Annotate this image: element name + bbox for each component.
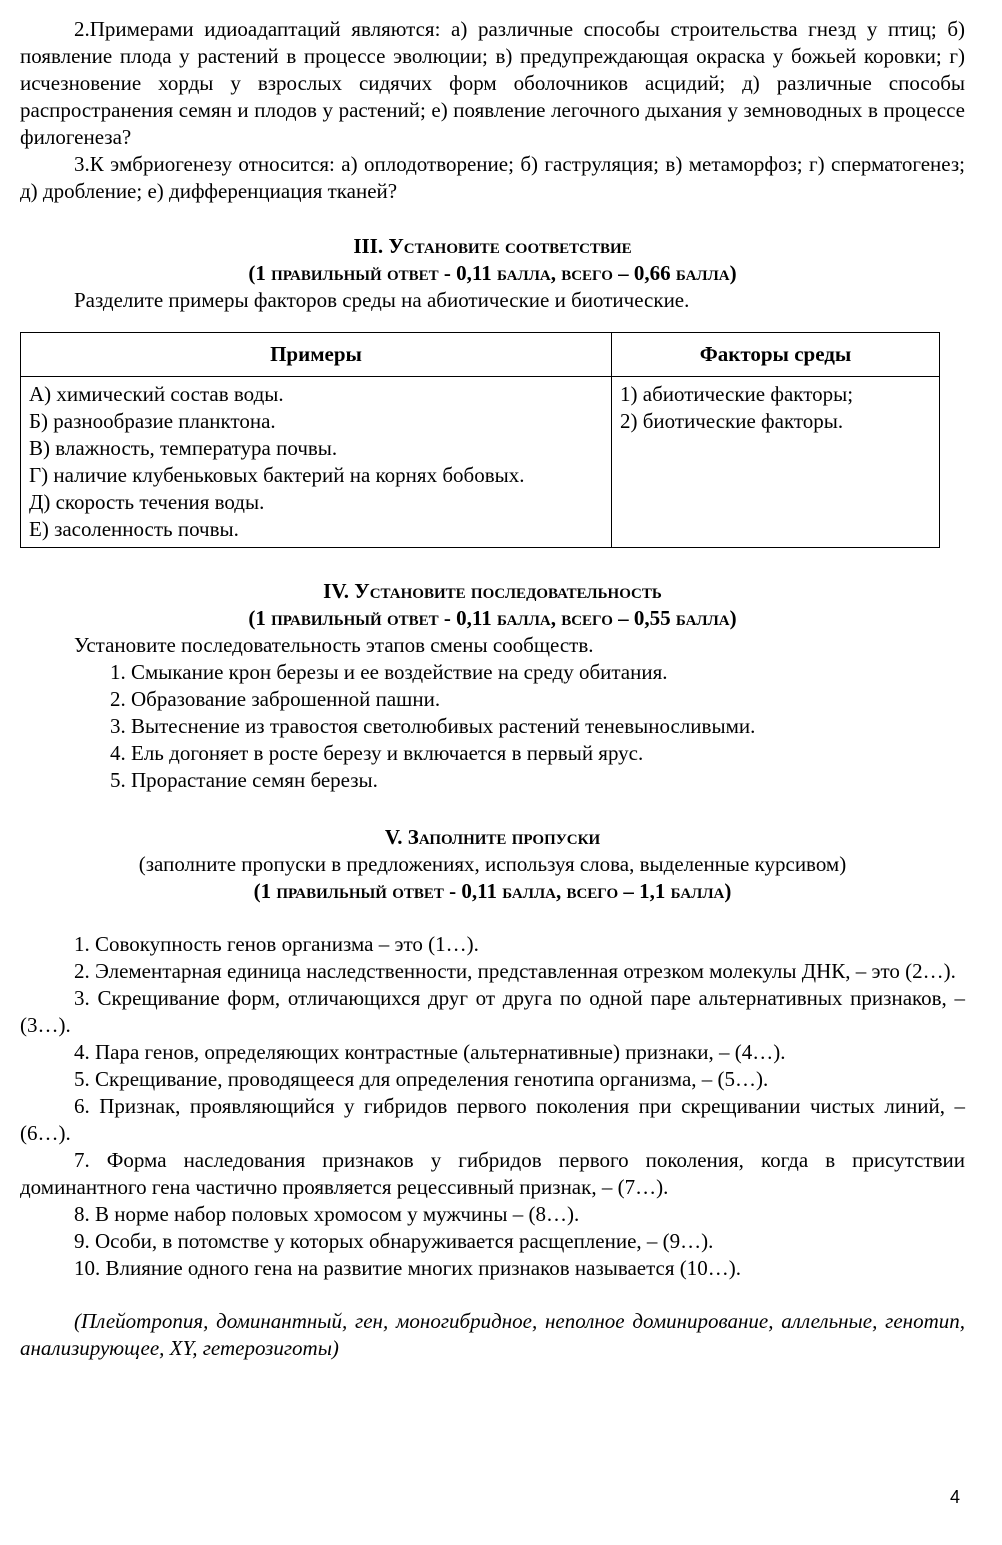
gap-item: 4. Пара генов, определяющих контрастные (альтернативные) признаки, – (4…). (74, 1040, 786, 1064)
document-page (20, 16, 965, 1362)
example-item: Г) наличие клубеньковых бактерий на корнях бобовых. (29, 463, 525, 487)
gap-item: 10. Влияние одного гена на развитие многих признаков называется (10…). (74, 1256, 742, 1280)
page-number: 4 (950, 1487, 961, 1507)
section-5-note: (заполните пропуски в предложениях, используя слова, выделенные курсивом) (138, 852, 847, 876)
sequence-item: 2. Образование заброшенной пашни. (110, 687, 441, 711)
question-3: 3.К эмбриогенезу относится: а) оплодотворение; б) гаструляция; в) метаморфоз; г) сперматогенез; д) дробление; е) дифференциация тканей? (20, 152, 965, 203)
factors-cell (612, 377, 940, 548)
table-header-examples: Примеры (21, 333, 612, 377)
table-header-factors: Факторы среды (612, 333, 940, 377)
gap-item: 5. Скрещивание, проводящееся для определения генотипа организма, – (5…). (74, 1067, 769, 1091)
section-3-subtitle: (1 правильный ответ - 0,11 балла, всего – 0,66 балла) (248, 261, 737, 285)
example-item: Б) разнообразие планктона. (29, 409, 276, 433)
example-item: В) влажность, температура почвы. (29, 436, 338, 460)
example-item: А) химический состав воды. (29, 382, 284, 406)
example-item: Д) скорость течения воды. (29, 490, 265, 514)
gap-item: 9. Особи, в потомстве у которых обнаруживается расщепление, – (9…). (74, 1229, 714, 1253)
section-5-subtitle: (1 правильный ответ - 0,11 балла, всего – 1,1 балла) (253, 879, 732, 903)
gap-item: 1. Совокупность генов организма – это (1…). (74, 932, 479, 956)
word-bank: (Плейотропия, доминантный, ген, моногибридное, неполное доминирование, аллельные, генотип, анализирующее, XY, гетерозиготы) (20, 1309, 965, 1360)
section-3-title: III. Установите соответствие (353, 234, 632, 258)
question-2: 2.Примерами идиоадаптаций являются: а) различные способы строительства гнезд у птиц; б) появление плода у растений в процессе эволюции; в) предупреждающая окраска у божьей коровки; г) исчезновение хорды у взрослых сидячих форм оболочников асцидий; д) различные способы распространения семян и плодов у растений; е) появление легочного дыхания у земноводных в процессе филогенеза? (20, 17, 965, 149)
sequence-item: 1. Смыкание крон березы и ее воздействие на среду обитания. (110, 660, 668, 684)
example-item: Е) засоленность почвы. (29, 517, 239, 541)
section-4-title: IV. Установите последовательность (323, 579, 662, 603)
factor-item: 1) абиотические факторы; (620, 382, 854, 406)
sequence-item: 4. Ель догоняет в росте березу и включается в первый ярус. (110, 741, 644, 765)
matching-table (20, 332, 940, 548)
gap-item: 6. Признак, проявляющийся у гибридов первого поколения при скрещивании чистых линий, – (6…). (20, 1094, 965, 1145)
examples-cell (21, 377, 612, 548)
section-5-title: V. Заполните пропуски (384, 825, 601, 849)
gap-item: 7. Форма наследования признаков у гибридов первого поколения, когда в присутствии доминантного гена частично проявляется рецессивный признак, – (7…). (20, 1148, 965, 1199)
gap-item: 2. Элементарная единица наследственности, представленная отрезком молекулы ДНК, – это (2…). (74, 959, 956, 983)
section-3-instruction: Разделите примеры факторов среды на абиотические и биотические. (74, 288, 690, 312)
sequence-item: 3. Вытеснение из травостоя светолюбивых растений теневыносливыми. (110, 714, 756, 738)
sequence-item: 5. Прорастание семян березы. (110, 768, 378, 792)
gap-item: 8. В норме набор половых хромосом у мужчины – (8…). (74, 1202, 580, 1226)
section-4-instruction: Установите последовательность этапов смены сообществ. (74, 633, 594, 657)
factor-item: 2) биотические факторы. (620, 409, 844, 433)
gap-item: 3. Скрещивание форм, отличающихся друг от друга по одной паре альтернативных признаков, – (3…). (20, 986, 965, 1037)
section-4-subtitle: (1 правильный ответ - 0,11 балла, всего – 0,55 балла) (248, 606, 737, 630)
